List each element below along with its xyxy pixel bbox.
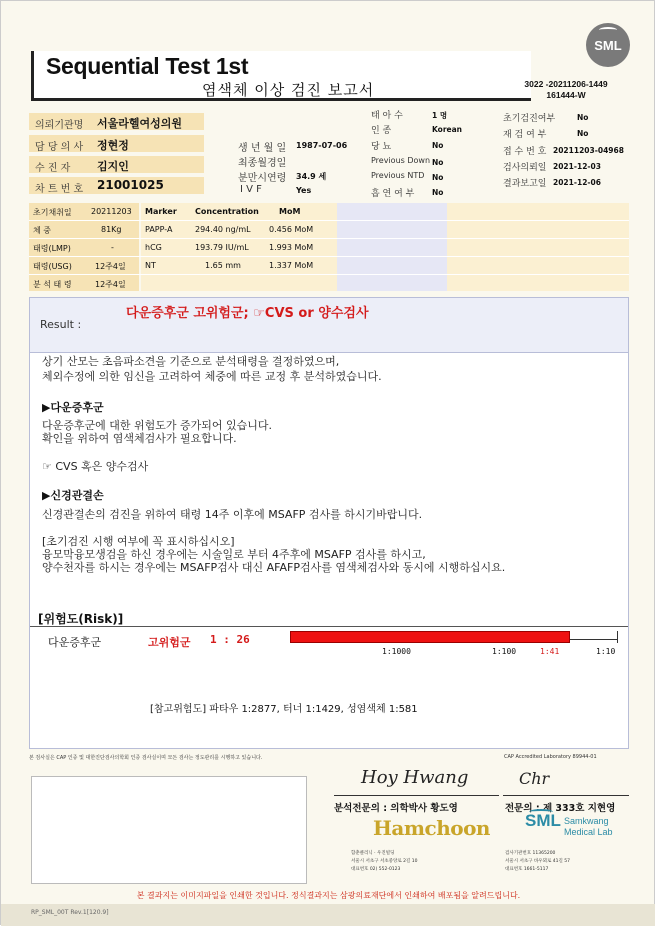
notice-line-2: 융모막융모생검을 하신 경우에는 시술일로 부터 4주후에 MSAFP 검사를 하시고, bbox=[42, 548, 426, 561]
fetus-label: 태 아 수 bbox=[371, 111, 403, 121]
ga-lmp-value: - bbox=[111, 243, 114, 252]
ga-lmp-label: 태령(LMP) bbox=[33, 244, 71, 253]
sml-logo: SML bbox=[586, 23, 630, 67]
age-value: 34.9 세 bbox=[296, 172, 327, 181]
chart-value: 21001025 bbox=[97, 178, 164, 192]
risk-title: [위험도(Risk)] bbox=[38, 612, 124, 626]
prev-down-label: Previous Down bbox=[371, 156, 431, 165]
ntd-heading: ▶신경관결손 bbox=[42, 489, 104, 502]
cvs-line: ☞ CVS 혹은 양수검사 bbox=[42, 460, 149, 473]
table-row-mom: 1.337 MoM bbox=[269, 261, 314, 270]
hamchoon-logo: Hamchoon bbox=[373, 816, 490, 840]
left-signer-title: 분석전문의 : 의학박사 황도영 bbox=[334, 803, 458, 814]
tick-label-10: 1:10 bbox=[596, 647, 616, 656]
table-row-mom: 0.456 MoM bbox=[269, 225, 314, 234]
right-signature: Chr bbox=[519, 769, 550, 788]
ga-usg-value: 12주4일 bbox=[95, 262, 126, 271]
risk-scale-fill bbox=[290, 631, 570, 643]
report-title: Sequential Test 1st bbox=[46, 53, 249, 79]
sample-date-value: 20211203 bbox=[91, 207, 132, 216]
mom-header: MoM bbox=[279, 207, 301, 216]
risk-category: 고위험군 bbox=[148, 636, 191, 649]
tick-label-1000: 1:1000 bbox=[382, 647, 411, 656]
fetus-value: 1 명 bbox=[432, 111, 448, 120]
result-header bbox=[30, 298, 628, 353]
prev-ntd-label: Previous NTD bbox=[371, 171, 425, 180]
first-screen-value: No bbox=[577, 113, 589, 122]
dob-label: 생 년 월 일 bbox=[238, 143, 287, 154]
right-signer-title: 전문의 : 제 333호 지현영 bbox=[505, 803, 616, 814]
result-label: Result : bbox=[40, 318, 82, 331]
footnote-left: 본 검사실은 CAP 인증 및 대한진단검사의학회 인증 검사실이며 모든 검사는 정도관리를 시행하고 있습니다. bbox=[29, 755, 263, 761]
patient-info-right-middle bbox=[369, 106, 489, 201]
doctor-value: 정현정 bbox=[97, 139, 129, 152]
concentration-header: Concentration bbox=[195, 207, 259, 216]
request-date-label: 검사의뢰일 bbox=[503, 163, 547, 173]
ntd-line-1: 신경관결손의 검진을 위하여 태령 14주 이후에 MSAFP 검사를 하시기바랍니다. bbox=[42, 508, 423, 521]
risk-value: 1 : 26 bbox=[210, 633, 250, 646]
lab-name: Samkwang Medical Lab bbox=[564, 816, 613, 837]
table-row-marker: NT bbox=[145, 261, 156, 270]
doctor-label: 담 당 의 사 bbox=[35, 142, 84, 153]
footnote-right: CAP Accredited Laboratory 89944-01 bbox=[504, 754, 597, 760]
result-summary: 다운증후군 고위험군; ☞CVS or 양수검사 bbox=[126, 306, 369, 321]
dob-value: 1987-07-06 bbox=[296, 141, 348, 150]
patient-info-middle bbox=[236, 136, 371, 198]
risk-name: 다운증후군 bbox=[48, 636, 102, 649]
table-row-marker: hCG bbox=[145, 243, 162, 252]
table-row-marker: PAPP-A bbox=[145, 225, 173, 234]
institution-value: 서울라헬여성의원 bbox=[97, 117, 183, 130]
diabetes-label: 당 뇨 bbox=[371, 142, 392, 152]
comment-box bbox=[31, 776, 307, 884]
patient-info-left bbox=[29, 113, 229, 193]
receipt-value: 20211203-04968 bbox=[553, 146, 624, 155]
ga-analysis-value: 12주4일 bbox=[95, 280, 126, 289]
sml-logo-arc bbox=[599, 27, 617, 33]
intro-line-1: 상기 산모는 초음파소견을 기준으로 분석태령을 결정하였으며, bbox=[42, 355, 340, 368]
examinee-label: 수 진 자 bbox=[35, 163, 71, 174]
prev-ntd-value: No bbox=[432, 173, 444, 182]
request-date-value: 2021-12-03 bbox=[553, 162, 601, 171]
ivf-label: I V F bbox=[240, 184, 262, 195]
risk-scale-end-tick bbox=[617, 631, 618, 643]
risk-divider bbox=[30, 626, 628, 627]
examinee-value: 김지인 bbox=[97, 160, 129, 173]
retest-value: No bbox=[577, 129, 589, 138]
table-row-conc: 294.40 ng/mL bbox=[195, 225, 251, 234]
right-signature-line bbox=[503, 795, 629, 796]
tick-label-100: 1:100 bbox=[492, 647, 517, 656]
left-address: 함춘클리닉 · 우진빌딩 서울시 서초구 서초중앙로 2길 10 대표번호 02) 552-0123 bbox=[351, 851, 418, 872]
result-box bbox=[29, 297, 629, 749]
receipt-label: 접 수 번 호 bbox=[503, 147, 547, 157]
notice-line-1: [초기검진 시행 여부에 꼭 표시하십시오] bbox=[42, 535, 235, 548]
down-line-1: 다운증후군에 대한 위험도가 증가되어 있습니다. bbox=[42, 419, 273, 432]
weight-label: 체 중 bbox=[33, 226, 51, 235]
revision-code: RP_SML_00T Rev.1[120.9] bbox=[31, 909, 109, 916]
lmp-label: 최종월경일 bbox=[238, 158, 287, 169]
sml-lab-logo: SML bbox=[525, 811, 561, 830]
race-label: 인 종 bbox=[371, 126, 392, 136]
ga-analysis-label: 분 석 태 령 bbox=[33, 280, 72, 289]
table-row-mom: 1.993 MoM bbox=[269, 243, 314, 252]
ga-usg-label: 태령(USG) bbox=[33, 262, 72, 271]
report-date-label: 결과보고일 bbox=[503, 179, 547, 189]
first-screen-label: 초기검진여부 bbox=[503, 114, 556, 124]
table-row-conc: 193.79 IU/mL bbox=[195, 243, 249, 252]
institution-label: 의뢰기관명 bbox=[35, 120, 84, 131]
reference-risk: [참고위험도] 파타우 1:2877, 터너 1:1429, 성염색체 1:581 bbox=[150, 704, 418, 715]
diabetes-value: No bbox=[432, 141, 444, 150]
tick-label-41: 1:41 bbox=[540, 647, 560, 656]
prev-down-value: No bbox=[432, 158, 444, 167]
down-heading: ▶다운증후군 bbox=[42, 401, 104, 414]
risk-scale bbox=[290, 631, 620, 656]
bottom-note: 본 결과지는 이미지파일을 인쇄한 것입니다. 정식결과지는 삼광의료재단에서 인쇄하여 배포됨을 알려드립니다. bbox=[136, 891, 521, 900]
left-signature-line bbox=[334, 795, 499, 796]
marker-header: Marker bbox=[145, 207, 177, 216]
smoking-label: 흡 연 여 부 bbox=[371, 189, 415, 199]
sample-date-label: 초기채취일 bbox=[33, 208, 72, 217]
smoking-value: No bbox=[432, 188, 444, 197]
report-id: 3022 -20211206-1449 161444-W bbox=[524, 79, 608, 100]
weight-value: 81Kg bbox=[101, 225, 122, 234]
marker-table bbox=[29, 203, 629, 291]
table-row-conc: 1.65 mm bbox=[205, 261, 241, 270]
report-date-value: 2021-12-06 bbox=[553, 178, 601, 187]
down-line-2: 확인을 위하여 염색체검사가 필요합니다. bbox=[42, 432, 237, 445]
ivf-value: Yes bbox=[296, 186, 312, 195]
right-address: 검사기관번호 11365200 서울시 서초구 바우뫼로 41길 57 대표번호 1661-5117 bbox=[505, 851, 570, 872]
race-value: Korean bbox=[432, 125, 463, 134]
notice-line-3: 양수천자를 하시는 경우에는 MSAFP검사 대신 AFAFP검사를 염색체검사와 동시에 시행하십시요. bbox=[42, 561, 506, 574]
left-signature: Hoy Hwang bbox=[361, 767, 469, 788]
patient-info-right bbox=[501, 109, 641, 194]
title-box bbox=[31, 51, 531, 101]
intro-line-2: 체외수정에 의한 임신을 고려하여 체중에 따른 교정 후 분석하였습니다. bbox=[42, 370, 382, 383]
report-subtitle: 염색체 이상 검진 보고서 bbox=[202, 81, 375, 99]
retest-label: 재 검 여 부 bbox=[503, 130, 547, 140]
chart-label: 차 트 번 호 bbox=[35, 184, 84, 195]
age-label: 분만시연령 bbox=[238, 173, 287, 184]
